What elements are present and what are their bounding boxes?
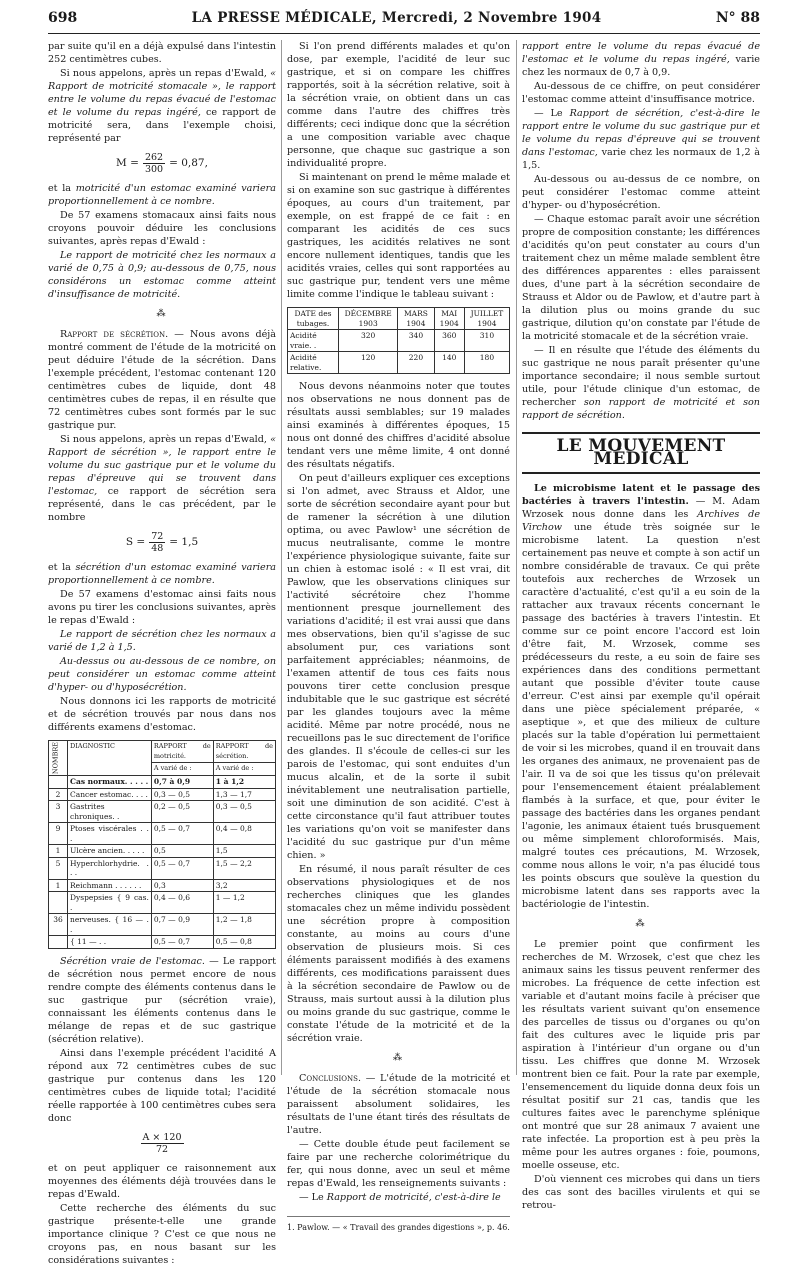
table-cell: 36 bbox=[49, 914, 68, 936]
table-cell bbox=[49, 776, 68, 789]
table-cell: Ulcère ancien. . . . . bbox=[68, 845, 152, 858]
table-cell: 0,7 à 0,9 bbox=[151, 776, 213, 789]
paragraph: — Le Rapport de sécrétion, c'est-à-dire le rapport entre le volume du suc gastrique pur et le volume du repas d'épreuve qui se trouvent dans l'estomac, varie chez les normaux de 1,2 à 1,5. bbox=[522, 108, 760, 171]
journal-title bbox=[192, 10, 602, 26]
table-cell: 0,5 — 0,7 bbox=[151, 936, 213, 949]
table-row bbox=[49, 914, 276, 936]
footnote: 1. Pawlow. — « Travail des grandes digestions », p. 46. bbox=[287, 1216, 510, 1234]
paragraph: De 57 examens d'estomac ainsi faits nous avons pu tirer les conclusions suivantes, après le repas d'Ewald : bbox=[48, 589, 276, 626]
table-cell: 1,5 — 2,2 bbox=[213, 857, 275, 879]
table-cell: 220 bbox=[398, 352, 434, 374]
table-cell: 9 bbox=[49, 823, 68, 845]
table-header: DIAGNOSTIC bbox=[68, 741, 152, 776]
table-cell: 2 bbox=[49, 788, 68, 801]
table-row bbox=[288, 330, 510, 352]
table-subheader: A varié de : bbox=[213, 763, 275, 776]
table-cell: 0,2 — 0,5 bbox=[151, 801, 213, 823]
paragraph: — Cette double étude peut facilement se faire par une recherche colorimétrique du fer, qui nous donne, avec un seul et même repas d'Ewald, les renseignements suivants : bbox=[287, 1139, 510, 1189]
section-separator: ⁂ bbox=[156, 309, 168, 319]
paragraph: Au-dessus ou au-dessous de ce nombre, on peut considérer un estomac comme atteint d'hyper- ou d'hyposécrétion. bbox=[48, 656, 276, 693]
paragraph: et la sécrétion d'un estomac examiné variera proportionnellement à ce nombre. bbox=[48, 562, 276, 586]
column-divider bbox=[516, 40, 517, 1075]
formula-motricite: M = $\frac{262}{300}$ = 0,87, bbox=[116, 152, 208, 175]
table-cell: 360 bbox=[434, 330, 464, 352]
table-cell: 340 bbox=[398, 330, 434, 352]
table-row bbox=[49, 936, 276, 949]
table-row bbox=[49, 788, 276, 801]
table-cell: Gastrites chroniques. . bbox=[68, 801, 152, 823]
table-cell: 0,3 bbox=[151, 879, 213, 892]
table-cell: 0,5 — 0,7 bbox=[151, 823, 213, 845]
table-header: RAPPORT de motricité. bbox=[151, 741, 213, 763]
table-cell: nerveuses. { 16 — . . bbox=[68, 914, 152, 936]
table-subheader: A varié de : bbox=[151, 763, 213, 776]
paragraph: — Il en résulte que l'étude des éléments du suc gastrique ne nous paraît présenter qu'une importance secondaire; il nous semble surtout utile, pour l'étude clinique d'un estomac, de rechercher son rapport de motricité et son rapport de sécrétion. bbox=[522, 345, 760, 421]
paragraph: Si maintenant on prend le même malade et si on examine son suc gastrique à différentes époques, au cours d'un traitement, par exemple, on est frappé de ce fait : en comparant les acidités de ces sucs gastriques, les acidités relatives ne sont encore nullement identiques, tandis que les acidités vraies, celles qui sont rapportées au suc gastrique pur, tendent vers une même limite comme l'indique le tableau suivant : bbox=[287, 172, 510, 300]
table-cell: 1,2 — 1,8 bbox=[213, 914, 275, 936]
section-separator: ⁂ bbox=[393, 1053, 404, 1063]
table-cell: 3 bbox=[49, 801, 68, 823]
table-header: NOMBRE bbox=[49, 741, 68, 776]
table-cell bbox=[49, 892, 68, 914]
column-3 bbox=[522, 40, 760, 1211]
paragraph: Si nous appelons, après un repas d'Ewald, « Rapport de sécrétion », le rapport entre le volume du suc gastrique pur et le volume du repas d'épreuve qui se trouvent dans l'estomac, ce rapport de sécrétion sera représenté, dans le cas précédent, par le nombre bbox=[48, 434, 276, 523]
table-cell bbox=[49, 936, 68, 949]
table-cell: { 11 — . . bbox=[68, 936, 152, 949]
paragraph: Au-dessous de ce chiffre, on peut considérer l'estomac comme atteint d'insuffisance motrice. bbox=[522, 81, 760, 105]
paragraph: Le rapport de sécrétion chez les normaux a varié de 1,2 à 1,5. bbox=[48, 629, 276, 653]
table-cell: 1,3 — 1,7 bbox=[213, 788, 275, 801]
diagnostic-table bbox=[48, 740, 276, 949]
table-cell: 1 à 1,2 bbox=[213, 776, 275, 789]
table-cell: 1 bbox=[49, 879, 68, 892]
paragraph: Le microbisme latent et le passage des bactéries à travers l'intestin. — M. Adam Wrzosek nous donne dans les Archives de Virchow une étude très soignée sur le microbisme latent. La question n'est certainement pas neuve et compte à son actif un nombre considérable de travaux. Ce qui prête toutefois aux recherches de Wrzosek un caractère d'actualité, c'est qu'il a eu soin de la rattacher aux travaux récents concernant le passage des bactéries à travers l'intestin. Et comme sur ce point encore l'accord est loin d'être fait, M. Wrzosek, comme ses prédécesseurs du reste, a eu soin de faire ses expériences dans des conditions permettant autant que possible d'éviter toute cause d'erreur. C'est ainsi par exemple qu'il opérait dans une pièce spécialement préparée, « aseptique », et que des milieux de culture placés sur la table d'opération lui permettaient de voir si les microbes, quand il en trouvait dans les organes des animaux, ne provenaient pas de l'air. Il va de soi que les tissus qu'on prélevait pour l'ensemencement étaient préalablement flambés à la surface, et que, pour éviter le passage des bactéries dans les organes pendant l'agonie, les animaux étaient tués brusquement ou même simplement chloroformisés. Mais, malgré toutes ces précautions, M. Wrzosek, comme nous allons le voir, n'a pas élucidé tous les points obscurs que soulève la question du microbisme latent dans ses rapports avec la bactériologie de l'intestin. bbox=[522, 483, 760, 910]
section-separator: ⁂ bbox=[635, 919, 647, 929]
paragraph: Ainsi dans l'exemple précédent l'acidité A répond aux 72 centimètres cubes de suc gastrique pur contenus dans les 120 centimètres cubes de liquide total; l'acidité réelle rapportée à 100 centimètres cubes sera donc bbox=[48, 1047, 276, 1124]
table-row bbox=[49, 892, 276, 914]
paragraph: et on peut appliquer ce raisonnement aux moyennes des éléments déjà trouvées dans le repas d'Ewald. bbox=[48, 1162, 276, 1200]
paragraph: De 57 examens stomacaux ainsi faits nous croyons pouvoir déduire les conclusions suivantes, après repas d'Ewald : bbox=[48, 210, 276, 247]
column-1 bbox=[48, 40, 276, 1266]
table-cell: 0,4 — 0,6 bbox=[151, 892, 213, 914]
table-cell: 1 — 1,2 bbox=[213, 892, 275, 914]
table-cell: 0,4 — 0,8 bbox=[213, 823, 275, 845]
table-cell: 5 bbox=[49, 857, 68, 879]
table-cell: 140 bbox=[434, 352, 464, 374]
table-cell: Cas normaux. . . . . bbox=[68, 776, 152, 789]
table-cell: 310 bbox=[464, 330, 509, 352]
table-header: MARS 1904 bbox=[398, 308, 434, 330]
table-cell: 3,2 bbox=[213, 879, 275, 892]
paragraph: rapport entre le volume du repas évacué de l'estomac et le volume du repas ingéré, varie chez les normaux de 0,7 à 0,9. bbox=[522, 41, 760, 78]
table-cell: Acidité vraie. . bbox=[288, 330, 339, 352]
paragraph: Au-dessous ou au-dessus de ce nombre, on peut considérer l'estomac comme atteint d'hyper- ou d'hyposécrétion. bbox=[522, 174, 760, 211]
issue-date: Mercredi, 2 Novembre 1904 bbox=[381, 10, 602, 26]
table-header: RAPPORT de sécrétion. bbox=[213, 741, 275, 763]
table-cell: 1 bbox=[49, 845, 68, 858]
table-cell: Cancer estomac. . . . bbox=[68, 788, 152, 801]
paragraph: On peut d'ailleurs expliquer ces exceptions si l'on admet, avec Strauss et Aldor, une sorte de sécrétion secondaire ayant pour but de ramener la sécrétion à une dilution optima, ou avec Pawlow¹ une sécrétion de mucus neutralisante, comme le montre l'expérience physiologique suivante, faite sur un chien à estomac isolé : « Il est vrai, dit Pawlow, que les observations cliniques sur l'activité sécrétoire chez l'homme mentionnent presque journellement des variations d'acidité; il est vrai aussi que dans mes observations, bien qu'il s'agisse de suc absolument pur, ces variations sont parfaitement appréciables; néanmoins, de l'examen attentif de tous ces faits nous pouvons tirer cette conclusion presque indubitable que le suc gastrique est sécrété par les glandes toujours avec la même acidité. Même par notre procédé, nous ne recueillons pas le suc directement de l'orifice des glandes. Il s'écoule de celles-ci sur les parois de l'estomac, qui sont enduites d'un mucus alcalin, et de la sorte il subit inévitablement une neutralisation partielle, soit une diminution de son acidité. C'est à cette circonstance qu'il faut attribuer toutes les variations qu'on voit se manifester dans l'acidité du suc gastrique pur d'un même chien. » bbox=[287, 473, 510, 861]
paragraph: Conclusions. — L'étude de la motricité et l'étude de la sécrétion stomacale nous paraissent absolument solidaires, les résultats de l'une étant tirés des résultats de l'autre. bbox=[287, 1073, 510, 1136]
table-row bbox=[288, 352, 510, 374]
table-cell: 0,7 — 0,9 bbox=[151, 914, 213, 936]
table-row bbox=[49, 823, 276, 845]
table-header: DÉCEMBRE 1903 bbox=[339, 308, 398, 330]
paragraph: Nous donnons ici les rapports de motricité et de sécrétion trouvés par nous dans nos différents examens d'estomac. bbox=[48, 696, 276, 733]
paragraph: D'où viennent ces microbes qui dans un tiers des cas sont des bacilles virulents et qui se retrou- bbox=[522, 1174, 760, 1211]
table-cell: 0,3 — 0,5 bbox=[151, 788, 213, 801]
table-header: JUILLET 1904 bbox=[464, 308, 509, 330]
formula-secretion: S = $\frac{72}{48}$ = 1,5 bbox=[125, 531, 199, 554]
paragraph: Si l'on prend différents malades et qu'on dose, par exemple, l'acidité de leur suc gastrique, et si on compare les chiffres rapportés, soit à la sécrétion relative, soit à la sécrétion vraie, on obtient dans un cas comme dans l'autre des chiffres très différents; ceci indique donc que la sécrétion a une composition variable avec chaque personne, que chaque suc gastrique a son individualité propre. bbox=[287, 41, 510, 169]
issue-number: N° 88 bbox=[715, 10, 760, 26]
table-cell: 120 bbox=[339, 352, 398, 374]
section-title: LE MOUVEMENT MÉDICAL bbox=[522, 432, 760, 474]
paragraph: Si nous appelons, après un repas d'Ewald, « Rapport de motricité stomacale », le rapport entre le volume du repas évacué de l'estomac et le volume du repas ingéré, ce rapport de motricité sera, dans l'exemple choisi, représenté par bbox=[48, 68, 276, 144]
table-row bbox=[49, 776, 276, 789]
page-number: 698 bbox=[48, 10, 78, 26]
table-row bbox=[49, 879, 276, 892]
table-row bbox=[49, 857, 276, 879]
page-header bbox=[48, 10, 760, 34]
table-cell: 0,5 — 0,7 bbox=[151, 857, 213, 879]
formula-acidite: $\frac{A \times 120}{72}$ bbox=[142, 1131, 182, 1155]
paragraph: — Chaque estomac paraît avoir une sécrétion propre de composition constante; les différences d'acidités qu'on peut constater au cours d'un traitement chez un même malade semblent être des différences apparentes : elles paraissent dues, d'une part à la sécrétion secondaire de Strauss et Aldor ou de Pawlow, et d'autre part à la dilution plus ou moins grande du suc gastrique, dilution qu'on constate par l'étude de la motricité stomacale et de la sécrétion vraie. bbox=[522, 214, 760, 342]
paragraph: Nous devons néanmoins noter que toutes nos observations ne nous donnent pas de résultats aussi semblables; sur 19 malades ainsi examinés à différentes époques, 15 nous ont donné des chiffres d'acidité absolue tendant vers une même limite, 4 ont donné des résultats négatifs. bbox=[287, 381, 510, 470]
paragraph: En résumé, il nous paraît résulter de ces observations physiologiques et de nos recherches cliniques que les glandes stomacales chez un même individu possèdent une sécrétion propre à composition constante, au moins au cours d'une observation de plusieurs mois. Si ces éléments paraissent modifiés à des examens différents, ces modifications paraissent dues à la sécrétion secondaire de Pawlow ou de Strauss, mais surtout aussi à la dilution plus ou moins grande du suc gastrique, comme le constate l'étude de la motricité et de la sécrétion vraie. bbox=[287, 864, 510, 1044]
table-cell: 0,3 — 0,5 bbox=[213, 801, 275, 823]
column-divider bbox=[281, 40, 282, 1075]
acidity-table bbox=[287, 307, 510, 374]
table-cell: Acidité relative. bbox=[288, 352, 339, 374]
table-cell: 0,5 — 0,8 bbox=[213, 936, 275, 949]
paragraph: Rapport de sécrétion. — Nous avons déjà montré comment de l'étude de la motricité on peut déduire l'étude de la sécrétion. Dans l'exemple précédent, l'estomac contenant 120 centimètres cubes de liquide, dont 48 centimètres cubes de repas, il en résulte que 72 centimètres cubes sont formés par le suc gastrique pur. bbox=[48, 329, 276, 431]
table-cell: Ptoses viscérales . . . bbox=[68, 823, 152, 845]
table-cell: Reichmann . . . . . . bbox=[68, 879, 152, 892]
table-header: MAI 1904 bbox=[434, 308, 464, 330]
table-cell: 1,5 bbox=[213, 845, 275, 858]
table-cell: 0,5 bbox=[151, 845, 213, 858]
column-2 bbox=[287, 40, 510, 1232]
table-header: DATE des tubages. bbox=[288, 308, 339, 330]
journal-name: LA PRESSE MÉDICALE, bbox=[191, 10, 377, 26]
table-cell: Dyspepsies { 9 cas. . bbox=[68, 892, 152, 914]
paragraph: Sécrétion vraie de l'estomac. — Le rapport de sécrétion nous permet encore de nous rendre compte des éléments contenus dans le suc gastrique pur (sécrétion vraie), connaissant les éléments contenus dans le mélange de repas et de suc gastrique (sécrétion relative). bbox=[48, 955, 276, 1045]
paragraph: Le premier point que confirment les recherches de M. Wrzosek, c'est que chez les animaux sains les tissus peuvent renfermer des microbes. La fréquence de cette infection est variable et d'autant moins facile à préciser que les résultats varient suivant qu'on ensemence des parcelles de tissus ou d'organes ou qu'on fait des cultures avec le liquide pris par aspiration à l'intérieur d'un organe ou d'un tissu. Les chiffres que donne M. Wrzosek montrent bien ce fait. Pour la rate par exemple, l'ensemencement du liquide donna deux fois un résultat positif sur 21 cas, tandis que les cultures faites avec le parenchyme splénique ont montré que sur 28 animaux 7 avaient une rate infectée. La proportion est à peu près la même pour les autres organes : foie, poumons, moelle osseuse, etc. bbox=[522, 939, 760, 1171]
table-cell: 180 bbox=[464, 352, 509, 374]
paragraph: par suite qu'il en a déjà expulsé dans l'intestin 252 centimètres cubes. bbox=[48, 41, 276, 65]
table-row bbox=[49, 801, 276, 823]
paragraph: et la motricité d'un estomac examiné variera proportionnellement à ce nombre. bbox=[48, 183, 276, 207]
table-row bbox=[49, 845, 276, 858]
table-cell: 320 bbox=[339, 330, 398, 352]
paragraph: — Le Rapport de motricité, c'est-à-dire le bbox=[299, 1192, 501, 1203]
paragraph: Le rapport de motricité chez les normaux a varié de 0,75 à 0,9; au-dessous de 0,75, nous considérons un estomac comme atteint d'insuffisance de motricité. bbox=[48, 250, 276, 300]
table-cell: Hyperchlorhydrie. . . . bbox=[68, 857, 152, 879]
paragraph: Cette recherche des éléments du suc gastrique présente-t-elle une grande importance clinique ? C'est ce que nous ne croyons pas, en nous basant sur les considérations suivantes : bbox=[48, 1202, 276, 1266]
